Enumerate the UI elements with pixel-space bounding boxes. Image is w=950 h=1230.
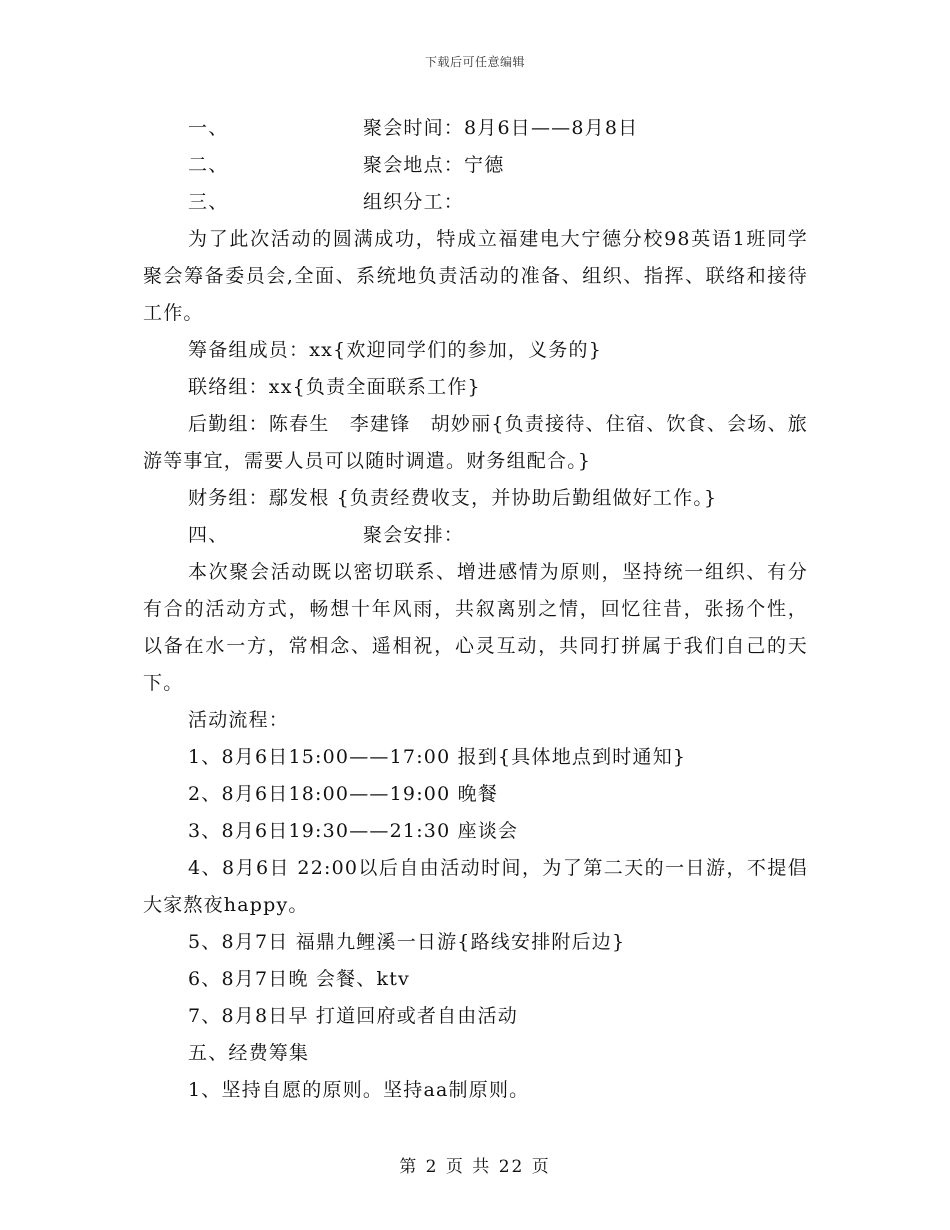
schedule-item-2: 2、8月6日18:00——19:00 晚餐 xyxy=(188,783,499,805)
page-number: 第 2 页 共 22 页 xyxy=(399,1157,551,1177)
section-4-text: 聚会安排： xyxy=(363,524,465,546)
paragraph-preparatory-members: 筹备组成员：xx{欢迎同学们的参加，义务的} xyxy=(188,339,603,361)
section-3-text: 组织分工： xyxy=(363,191,465,213)
paragraph-logistics-group: 后勤组：陈春生 李建锋 胡妙丽{负责接待、住宿、饮食、会场、旅游等事宜，需要人员可以随时调遣。财务组配合。} xyxy=(143,413,808,472)
section-1-number: 一、 xyxy=(188,117,229,139)
schedule-item-3: 3、8月6日19:30——21:30 座谈会 xyxy=(188,820,519,842)
document-body xyxy=(143,110,808,1109)
funding-item-1: 1、坚持自愿的原则。坚持aa制原则。 xyxy=(188,1079,530,1101)
paragraph-activity-flow-title: 活动流程： xyxy=(188,709,290,731)
schedule-item-7: 7、8月8日早 打道回府或者自由活动 xyxy=(188,1005,518,1027)
paragraph-liaison-group: 联络组：xx{负责全面联系工作} xyxy=(188,376,481,398)
paragraph-arrangement: 本次聚会活动既以密切联系、增进感情为原则，坚持统一组织、有分有合的活动方式，畅想十年风雨，共叙离别之情，回忆往昔，张扬个性，以备在水一方，常相念、遥相祝，心灵互动，共同打拼属于我们自己的天下。 xyxy=(143,561,808,694)
section-4-number: 四、 xyxy=(188,524,229,546)
schedule-item-5: 5、8月7日 福鼎九鲤溪一日游{路线安排附后边} xyxy=(188,931,626,953)
schedule-item-4: 4、8月6日 22:00以后自由活动时间，为了第二天的一日游，不提倡大家熬夜happy。 xyxy=(143,857,808,916)
paragraph-finance-group: 财务组：鄢发根 {负责经费收支，并协助后勤组做好工作。} xyxy=(188,487,718,509)
section-2-text: 聚会地点：宁德 xyxy=(363,154,505,176)
section-3-number: 三、 xyxy=(188,191,229,213)
page-header-note: 下载后可任意编辑 xyxy=(424,55,525,69)
section-1-text: 聚会时间：8月6日——8月8日 xyxy=(363,117,639,139)
section-2 xyxy=(143,147,808,184)
section-1 xyxy=(143,110,808,147)
section-3 xyxy=(143,184,808,221)
schedule-item-1: 1、8月6日15:00——17:00 报到{具体地点到时通知} xyxy=(188,746,687,768)
paragraph-committee: 为了此次活动的圆满成功，特成立福建电大宁德分校98英语1班同学聚会筹备委员会,全面、系统地负责活动的准备、组织、指挥、联络和接待工作。 xyxy=(143,228,808,324)
section-2-number: 二、 xyxy=(188,154,229,176)
schedule-item-6: 6、8月7日晚 会餐、ktv xyxy=(188,968,410,990)
section-5-title: 五、经费筹集 xyxy=(188,1042,310,1064)
section-4 xyxy=(143,517,808,554)
